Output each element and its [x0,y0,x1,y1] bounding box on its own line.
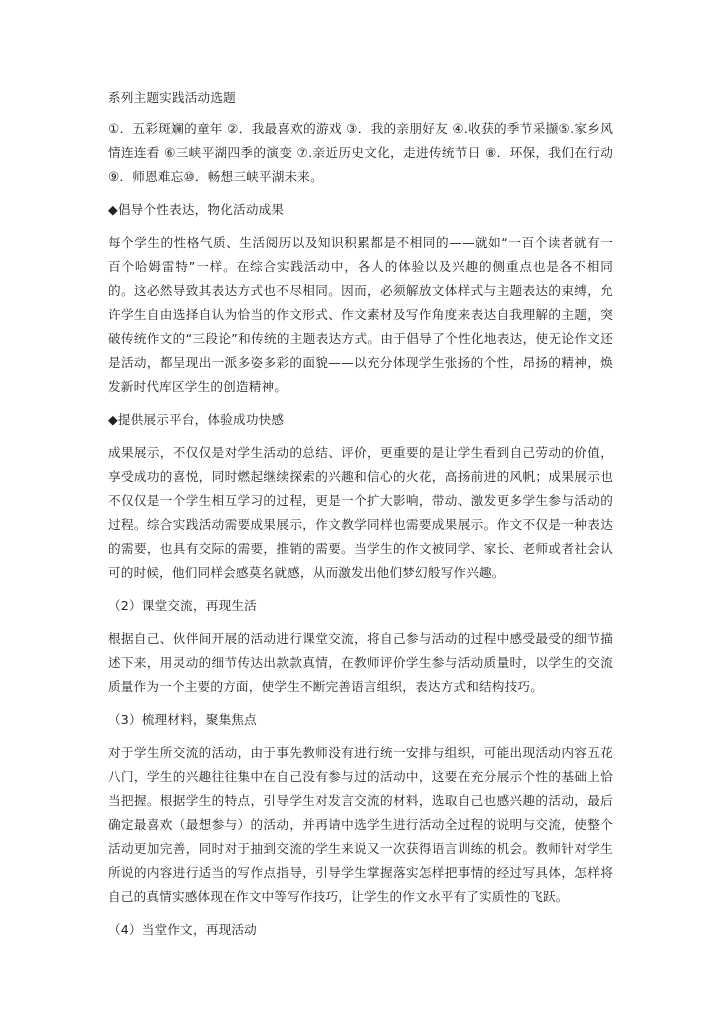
section-heading-personal-expression: ◆倡导个性表达，物化活动成果 [108,202,285,217]
section-body-personal-expression: 每个学生的性格气质、生活阅历以及知识积累都是不相同的——就如“一百个读者就有一百个哈姆雷特”一样。在综合实践活动中，各人的体验以及兴趣的侧重点也是各不相同的。这必然导致其表达方式也不尽相同。因而，必须解放文体样式与主题表达的束缚，允许学生自由选择自认为恰当的作文形式、作文素材及写作角度来表达自我理解的主题，突破传统作文的“三段论”和传统的主题表达方式。由于倡导了个性化地表达，使无论作文还是活动，都呈现出一派多姿多彩的面貌——以充分体现学生张扬的个性，昂扬的精神，焕发新时代库区学生的创造精神。 [108,235,613,394]
section-heading-classroom-exchange: （2）课堂交流，再现生活 [108,598,257,613]
document-page [108,86,613,951]
section-heading-in-class-writing: （4）当堂作文，再现活动 [108,922,257,937]
section-body-classroom-exchange: 根据自己、伙伴间开展的活动进行课堂交流，将自己参与活动的过程中感受最受的细节描述下来，用灵动的细节传达出款款真情，在教师评价学生参与活动质量时，以学生的交流质量作为一个主要的方面，使学生不断完善语言组织，表达方式和结构技巧。 [108,631,613,694]
section-heading-showcase-platform: ◆提供展示平台，体验成功快感 [108,412,285,427]
section-body-organize-materials: 对于学生所交流的活动，由于事先教师没有进行统一安排与组织，可能出现活动内容五花八门，学生的兴趣往往集中在自己没有参与过的活动中，这要在充分展示个性的基础上恰当把握。根据学生的特点，引导学生对发言交流的材料，选取自己也感兴趣的活动，最后确定最喜欢（最想参与）的活动，并再请中选学生进行活动全过程的说明与交流，使整个活动更加完善，同时对于抽到交流的学生来说又一次获得语言训练的机会。教师针对学生所说的内容进行适当的写作点指导，引导学生掌握落实怎样把事情的经过写具体，怎样将自己的真情实感体现在作文中等写作技巧，让学生的作文水平有了实质性的飞跃。 [108,745,613,904]
document-title: 系列主题实践活动选题 [108,90,236,105]
section-body-showcase-platform: 成果展示，不仅仅是对学生活动的总结、评价，更重要的是让学生看到自己劳动的价值，享受成功的喜悦，同时燃起继续探索的兴趣和信心的火花，高扬前进的风帆；成果展示也不仅仅是一个学生相互学习的过程，更是一个扩大影响，带动、激发更多学生参与活动的过程。综合实践活动需要成果展示，作文教学同样也需要成果展示。作文不仅是一种表达的需要，也具有交际的需要，推销的需要。当学生的作文被同学、家长、老师或者社会认可的时候，他们同样会感莫名就感，从而激发出他们梦幻般写作兴趣。 [108,445,613,580]
topic-list: ①．五彩斑斓的童年 ②．我最喜欢的游戏 ③．我的亲朋好友 ④.收获的季节采撷⑤.家乡风情连连看 ⑥三峡平湖四季的演变 ⑦.亲近历史文化，走进传统节日 ⑧．环保，我们在行动⑨．师恩难忘⑩．畅想三峡平湖未来。 [108,121,613,184]
section-heading-organize-materials: （3）梳理材料，聚集焦点 [108,712,257,727]
